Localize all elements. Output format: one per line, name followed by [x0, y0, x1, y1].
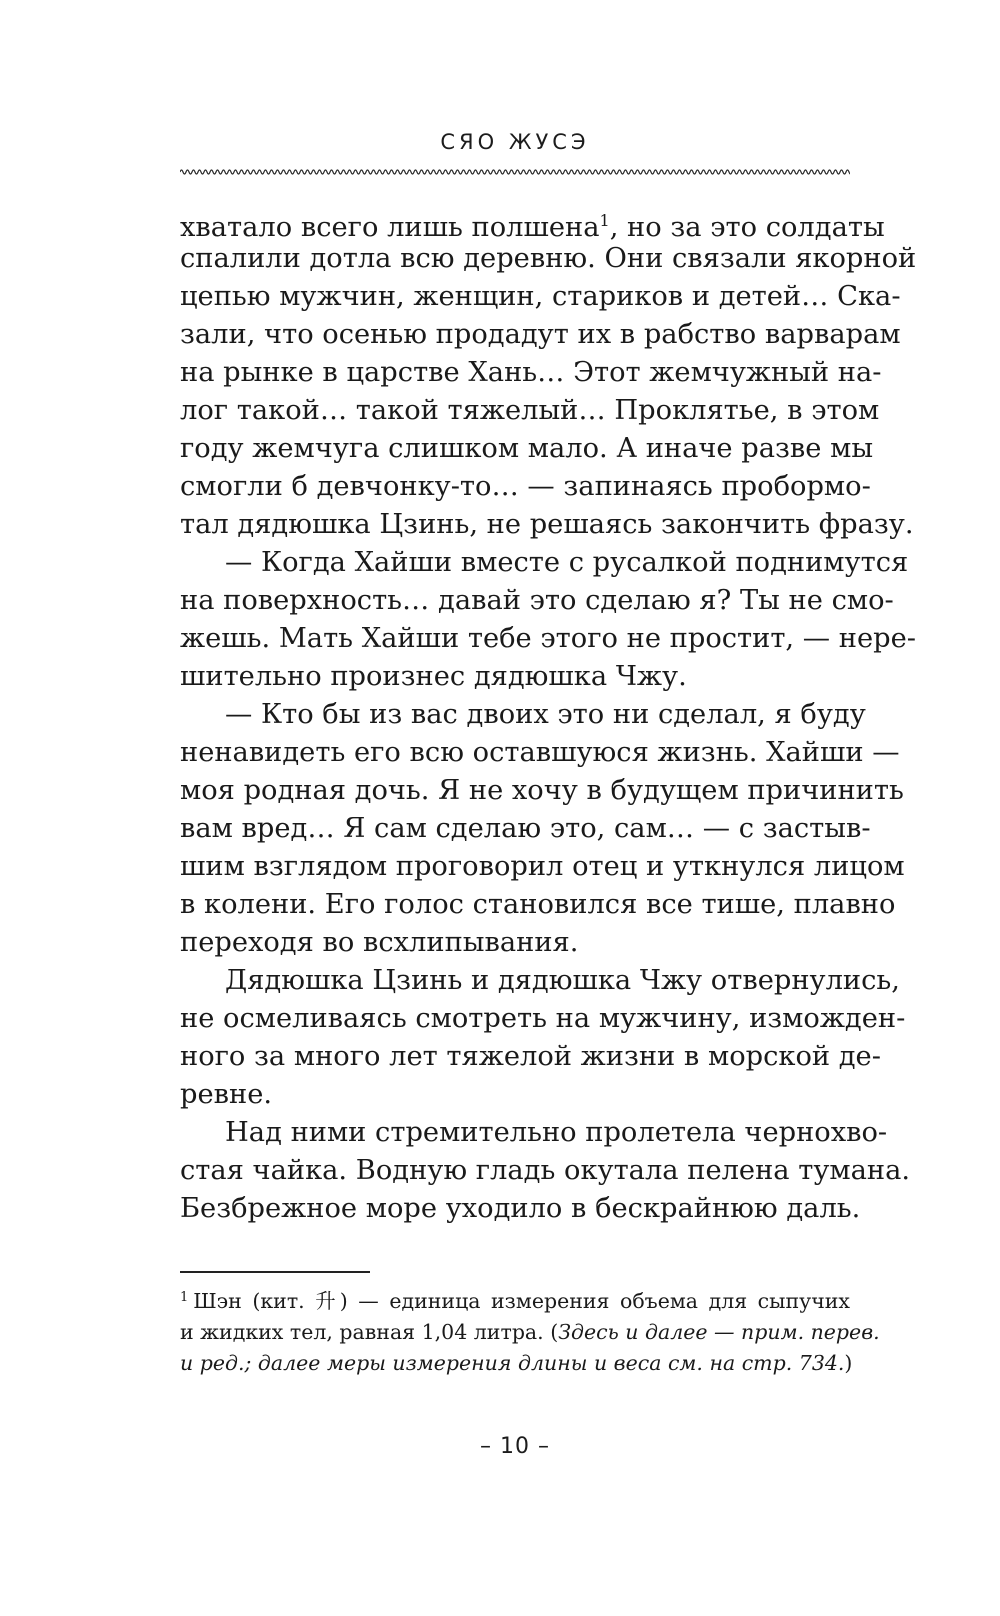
text-line: шим взглядом проговорил отец и уткнулся лицом — [180, 851, 905, 882]
text-line: лог такой… такой тяжелый… Проклятье, в этом — [180, 395, 880, 426]
text-line: Над ними стремительно пролетела чернохво- — [225, 1117, 888, 1148]
text-line: смогли б девчонку-то… — запинаясь пробормо- — [180, 471, 871, 502]
text-line: переходя во всхлипывания. — [180, 927, 579, 958]
text-line: году жемчуга слишком мало. А иначе разве мы — [180, 433, 874, 464]
main-text — [180, 202, 917, 1228]
text-line: на рынке в царстве Хань… Этот жемчужный на- — [180, 357, 882, 388]
text-line: тал дядюшка Цзинь, не решаясь закончить фразу. — [180, 509, 914, 540]
text-line: ревне. — [180, 1079, 273, 1110]
text-line: — Когда Хайши вместе с русалкой поднимутся — [225, 547, 909, 578]
footnote-line: и ред.; далее меры измерения длины и веса см. на стр. 734.) — [180, 1351, 853, 1375]
text-line: стая чайка. Водную гладь окутала пелена тумана. — [180, 1155, 911, 1186]
text-line: шительно произнес дядюшка Чжу. — [180, 661, 687, 692]
text-line: ненавидеть его всю оставшуюся жизнь. Хайши — — [180, 737, 900, 768]
text-line: не осмеливаясь смотреть на мужчину, изможден- — [180, 1003, 906, 1034]
footnote-reference: 1 — [599, 211, 610, 230]
text-line: в колени. Его голос становился все тише, плавно — [180, 889, 896, 920]
footnote-separator — [180, 1271, 370, 1273]
footnote — [180, 1282, 880, 1379]
text-line: Безбрежное море уходило в бескрайнюю даль. — [180, 1193, 861, 1224]
text-line: жешь. Мать Хайши тебе этого не простит, — нере- — [180, 623, 916, 654]
text-line: хватало всего лишь полшена$^1$, но за это солдаты — [180, 211, 885, 243]
footnote-line: и жидких тел, равная 1,04 литра. (Здесь и далее — прим. перев. — [180, 1320, 880, 1344]
running-header: СЯО ЖУСЭ — [440, 130, 590, 154]
text-line: на поверхность… давай это сделаю я? Ты не смо- — [180, 585, 894, 616]
text-line: спалили дотла всю деревню. Они связали якорной — [180, 243, 917, 274]
text-line: Дядюшка Цзинь и дядюшка Чжу отвернулись, — [225, 965, 900, 996]
footnote-marker: 1 — [180, 1290, 189, 1305]
text-line: вам вред… Я сам сделаю это, сам… — с застыв- — [180, 813, 871, 844]
text-line: ного за много лет тяжелой жизни в морской де- — [180, 1041, 881, 1072]
text-line: зали, что осенью продадут их в рабство варварам — [180, 319, 901, 350]
page-number: – 10 – — [480, 1434, 550, 1459]
text-line: моя родная дочь. Я не хочу в будущем причинить — [180, 775, 904, 806]
header-wave-rule — [180, 166, 850, 178]
text-line: — Кто бы из вас двоих это ни сделал, я буду — [225, 699, 866, 730]
text-line: цепью мужчин, женщин, стариков и детей… Ска- — [180, 281, 901, 312]
footnote-line: $^1$ Шэн (кит. 升) — единица измерения объема для сыпучих — [180, 1289, 850, 1313]
